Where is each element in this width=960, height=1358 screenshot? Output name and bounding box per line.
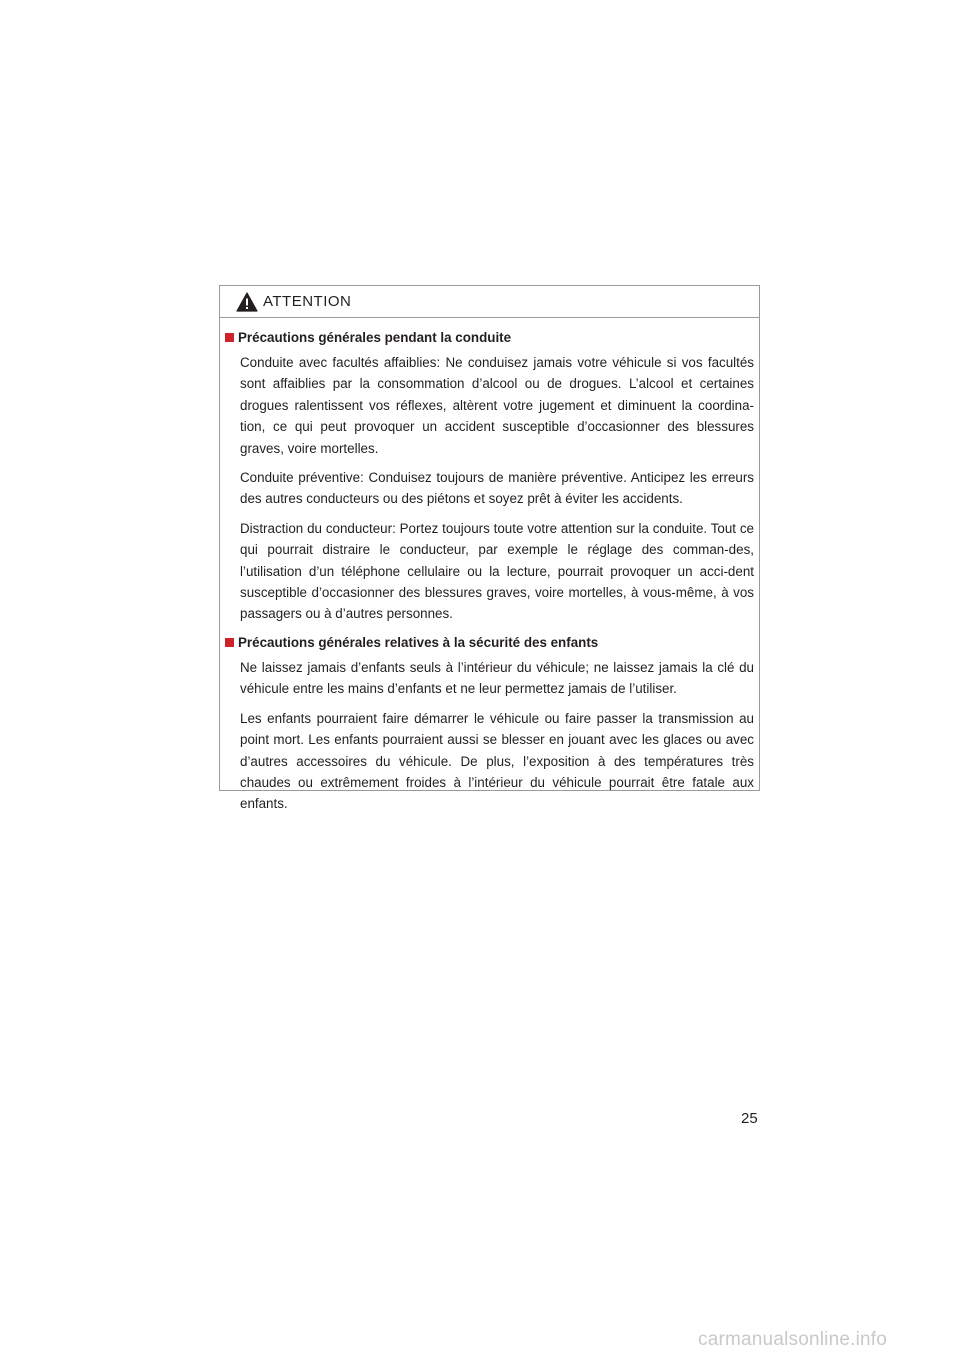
paragraph: Conduite avec facultés affaiblies: Ne conduisez jamais votre véhicule si vos facultés sont affaiblies par la consommation d’alcool ou de drogues. L’alcool et certaines drogues ralentissent vos réflexes, altèrent votre jugement et diminuent la coordina-tion, ce qui peut provoquer un accident susceptible d’occasionner des blessures graves, voire mortelles.	[240, 355, 754, 456]
square-bullet-icon	[225, 333, 234, 342]
paragraph: Ne laissez jamais d’enfants seuls à l’intérieur du véhicule; ne laissez jamais la clé du véhicule entre les mains d’enfants et ne leur permettez jamais de l’utiliser.	[240, 659, 754, 697]
paragraph: Distraction du conducteur: Portez toujours toute votre attention sur la conduite. Tout ce qui pourrait distraire le conducteur, par exemple le réglage des comman-des, l’utilisation d’un téléphone cellulaire ou la lecture, pourrait provoquer un acci-dent susceptible d’occasionner des blessures graves, voire mortelles, à vous-même, à vos passagers ou à d’autres personnes.	[240, 520, 754, 622]
section-heading-text: Précautions générales relatives à la sécurité des enfants	[238, 634, 599, 650]
paragraph: Les enfants pourraient faire démarrer le véhicule ou faire passer la transmission au point mort. Les enfants pourraient aussi se blesser en jouant avec les glaces ou avec d’autres accessoires du véhicule. De plus, l’exposition à des températures très chaudes ou extrêmement froides à l’intérieur du véhicule pourrait être fatale aux enfants.	[240, 710, 754, 812]
caution-box	[219, 285, 760, 812]
caution-section	[220, 625, 759, 815]
caution-title: ATTENTION	[263, 293, 352, 310]
section-heading	[224, 328, 759, 348]
caution-header	[220, 286, 759, 318]
section-heading-text: Précautions générales pendant la conduite	[238, 330, 512, 345]
watermark: carmanualsonline.info	[698, 1329, 888, 1350]
caution-body	[220, 318, 759, 815]
paragraph: Conduite préventive: Conduisez toujours de manière préventive. Anticipez les erreurs des autres conducteurs ou des piétons et soyez prêt à éviter les accidents.	[240, 470, 754, 507]
warning-triangle-icon	[236, 292, 258, 312]
caution-section	[220, 318, 759, 625]
page-number: 25	[741, 1110, 758, 1127]
square-bullet-icon	[225, 638, 234, 647]
section-heading	[224, 633, 759, 653]
